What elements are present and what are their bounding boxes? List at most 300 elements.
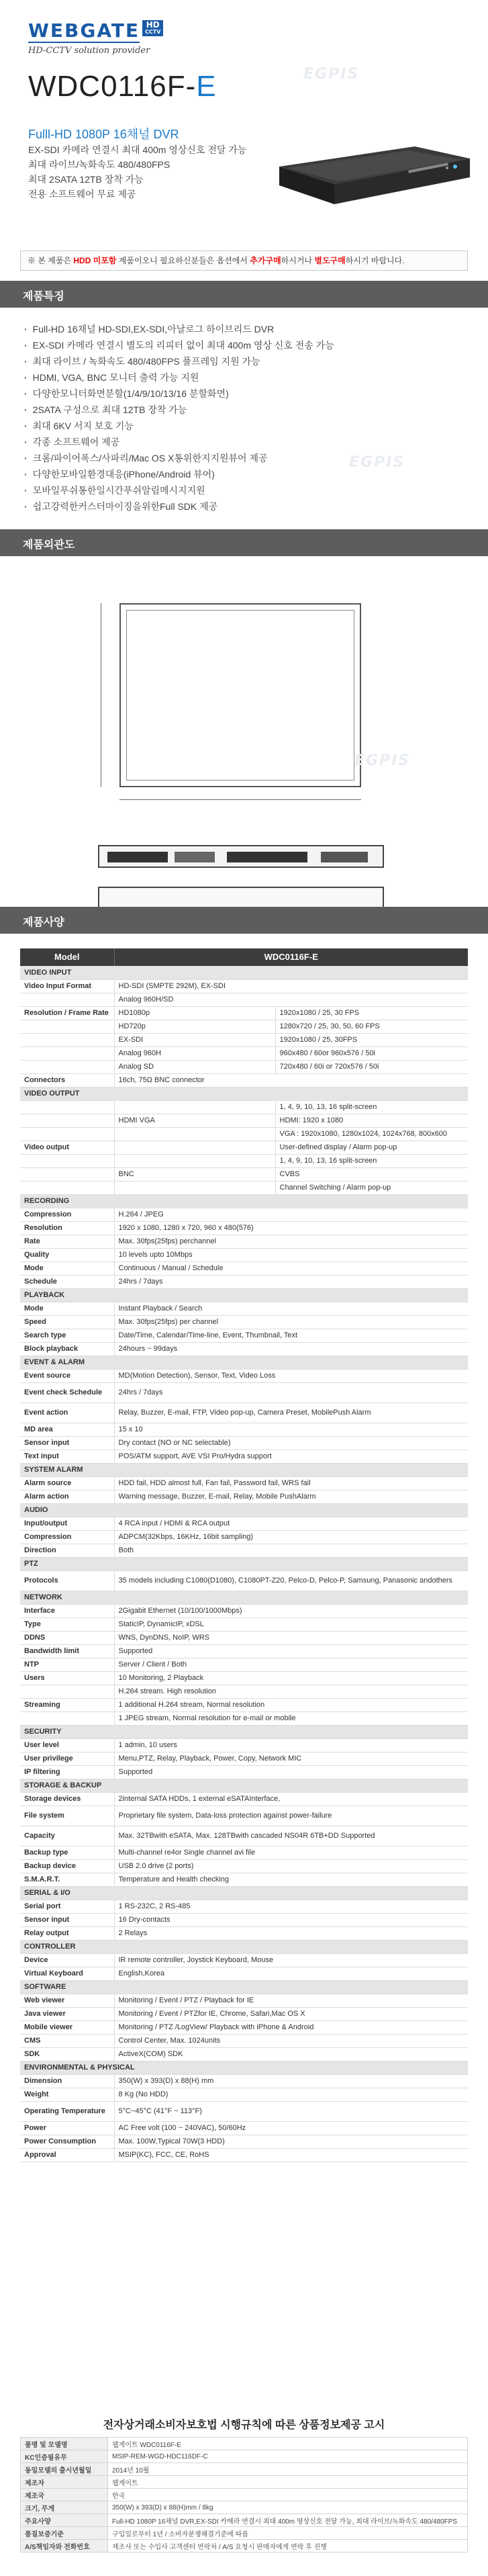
- spec-value: Monitoring / PTZ /LogView/ Playback with iPhone & Android: [114, 2020, 468, 2034]
- spec-row: [20, 1570, 468, 1591]
- spec-section-title: RECORDING: [20, 1194, 468, 1208]
- info-key: 제조자: [21, 2476, 108, 2489]
- spec-key: [20, 1712, 114, 1725]
- spec-key: [20, 1181, 114, 1194]
- spec-section-row: [20, 2061, 468, 2074]
- spec-row: [20, 1154, 468, 1167]
- info-key: 크기, 무게: [21, 2501, 108, 2514]
- dimensions-section-bar: [0, 529, 488, 556]
- spec-key: Weight: [20, 2088, 114, 2101]
- spec-section-title: ENVIRONMENTAL & PHYSICAL: [20, 2061, 468, 2074]
- spec-section-row: [20, 1503, 468, 1517]
- spec-key: Video Input Format: [20, 979, 114, 993]
- spec-key: User level: [20, 1738, 114, 1752]
- spec-key: Power: [20, 2121, 114, 2135]
- spec-section-row: [20, 1463, 468, 1476]
- spec-key: Storage devices: [20, 1792, 114, 1806]
- spec-key: User privilege: [20, 1752, 114, 1765]
- feature-item: · 다양한모바일환경대응(iPhone/Android 뷰어): [24, 466, 334, 482]
- spec-value: IR remote controller, Joystick Keyboard, Mouse: [114, 1953, 468, 1967]
- spec-key: Type: [20, 1617, 114, 1631]
- spec-value: 1, 4, 9, 10, 13, 16 split-screen: [275, 1154, 468, 1167]
- spec-row: [20, 1604, 468, 1617]
- spec-value: User-defined display / Alarm pop-up: [275, 1141, 468, 1154]
- spec-row: [20, 1060, 468, 1073]
- spec-subkey: [114, 1127, 275, 1141]
- spec-row: [20, 1671, 468, 1685]
- spec-key: Resolution: [20, 1221, 114, 1235]
- info-row: [21, 2463, 468, 2476]
- spec-row: [20, 1926, 468, 1940]
- hdd-notice: ※ 본 제품은 HDD 미포함 제품이오니 필요하신분들은 옵션에서 추가구매하시거나 별도구매하시기 바랍니다.: [20, 251, 468, 271]
- spec-value: Menu,PTZ, Relay, Playback, Power, Copy, Network MIC: [114, 1752, 468, 1765]
- spec-row: [20, 1047, 468, 1060]
- spec-value: 24hours ~ 99days: [114, 1342, 468, 1356]
- info-row: [21, 2489, 468, 2501]
- spec-row: [20, 1806, 468, 1826]
- spec-row: [20, 1752, 468, 1765]
- spec-key: Relay output: [20, 1926, 114, 1940]
- spec-value: MD(Motion Detection), Sensor, Text, Video Loss: [114, 1369, 468, 1382]
- spec-key: Compression: [20, 1530, 114, 1544]
- spec-table: [20, 948, 468, 2162]
- info-row: [21, 2527, 468, 2540]
- spec-row: [20, 1617, 468, 1631]
- hero-subtitle: Fulll-HD 1080P 16채널 DVR: [28, 128, 179, 141]
- spec-key: MD area: [20, 1423, 114, 1436]
- spec-section-title: AUDIO: [20, 1503, 468, 1517]
- info-value: 구입일로부터 1년 / 소비자분쟁해결기준에 따름: [108, 2527, 468, 2540]
- info-value: Full-HD 1080P 16채널 DVR,EX-SDI 카메라 연결시 최대 400m 영상신호 전달 가능, 최대 라이브/녹화속도 480/480FPS: [108, 2514, 468, 2527]
- spec-row: [20, 1900, 468, 1913]
- spec-key: Protocols: [20, 1570, 114, 1591]
- spec-key: Dimension: [20, 2074, 114, 2088]
- info-value: 한국: [108, 2489, 468, 2501]
- feature-list: [24, 321, 334, 515]
- spec-value: 1, 4, 9, 10, 13, 16 split-screen: [275, 1100, 468, 1114]
- info-value: 웹게이트 WDC0116F-E: [108, 2438, 468, 2450]
- info-row: [21, 2438, 468, 2450]
- spec-value: 2 Relays: [114, 1926, 468, 1940]
- spec-section-row: [20, 1940, 468, 1953]
- spec-row: [20, 2088, 468, 2101]
- feature-item: · 최대 라이브 / 녹화속도 480/480FPS 풀프레임 지원 가능: [24, 353, 334, 369]
- spec-value: Dry contact (NO or NC selectable): [114, 1436, 468, 1450]
- spec-row: [20, 1403, 468, 1423]
- spec-key: Interface: [20, 1604, 114, 1617]
- feature-item: · 모바일푸쉬통한일시간푸쉬알림메시지지원: [24, 482, 334, 498]
- spec-section-row: [20, 1087, 468, 1100]
- spec-key: Mobile viewer: [20, 2020, 114, 2034]
- spec-subkey: [114, 1181, 275, 1194]
- spec-header-row: [20, 948, 468, 966]
- spec-row: [20, 1544, 468, 1557]
- spec-value: 1 JPEG stream, Normal resolution for e-mail or mobile: [114, 1712, 468, 1725]
- hero-feature-list: [28, 142, 246, 202]
- spec-row: [20, 1423, 468, 1436]
- spec-row: [20, 1181, 468, 1194]
- spec-value: 1920x1080 / 25, 30 FPS: [275, 1006, 468, 1020]
- info-row: [21, 2514, 468, 2527]
- spec-key: Alarm action: [20, 1490, 114, 1503]
- feature-item: · 각종 소프트웨어 제공: [24, 434, 334, 450]
- watermark: EGPIS: [349, 454, 405, 471]
- spec-subkey: HDMI VGA: [114, 1114, 275, 1127]
- spec-row: [20, 1382, 468, 1403]
- spec-value: H.264 / JPEG: [114, 1208, 468, 1221]
- logo-tagline: HD-CCTV solution provider: [28, 46, 150, 56]
- spec-row: [20, 1913, 468, 1926]
- spec-value: 1 admin, 10 users: [114, 1738, 468, 1752]
- spec-row: [20, 1436, 468, 1450]
- spec-section-row: [20, 1288, 468, 1302]
- features-section-bar: [0, 281, 488, 308]
- spec-row: [20, 1342, 468, 1356]
- spec-key: Streaming: [20, 1698, 114, 1712]
- specs-section-bar: [0, 907, 488, 934]
- spec-section-row: [20, 966, 468, 979]
- spec-key: Web viewer: [20, 1994, 114, 2007]
- spec-row: [20, 1235, 468, 1248]
- spec-key: Sensor input: [20, 1913, 114, 1926]
- spec-row: [20, 1127, 468, 1141]
- spec-key: NTP: [20, 1658, 114, 1671]
- spec-value: MSIP(KC), FCC, CE, RoHS: [114, 2148, 468, 2162]
- spec-value: USB 2.0 drive (2 ports): [114, 1859, 468, 1873]
- spec-key: Power Consumption: [20, 2135, 114, 2148]
- spec-row: [20, 1846, 468, 1859]
- spec-row: [20, 1967, 468, 1980]
- feature-item: · Full-HD 16채널 HD-SDI,EX-SDI,아날로그 하이브리드 DVR: [24, 321, 334, 337]
- info-row: [21, 2540, 468, 2552]
- logo-wordmark: WEBGATE: [28, 20, 140, 43]
- spec-key: Device: [20, 1953, 114, 1967]
- hero-feature: EX-SDI 카메라 연결시 최대 400m 영상신호 전달 가능: [28, 144, 247, 155]
- spec-row: [20, 1490, 468, 1503]
- spec-key: Compression: [20, 1208, 114, 1221]
- spec-value: ADPCM(32Kbps, 16KHz, 16bit sampling): [114, 1530, 468, 1544]
- spec-value: Both: [114, 1544, 468, 1557]
- spec-value: StaticIP, DynamicIP, xDSL: [114, 1617, 468, 1631]
- spec-section-title: CONTROLLER: [20, 1940, 468, 1953]
- info-key: 품명 및 모델명: [21, 2438, 108, 2450]
- spec-key: Approval: [20, 2148, 114, 2162]
- spec-row: [20, 1792, 468, 1806]
- section-title: 제품외관도: [23, 539, 75, 551]
- spec-key: File system: [20, 1806, 114, 1826]
- spec-value: CVBS: [275, 1167, 468, 1181]
- spec-row: [20, 1450, 468, 1463]
- spec-section-title: SYSTEM ALARM: [20, 1463, 468, 1476]
- spec-value: Server / Client / Both: [114, 1658, 468, 1671]
- spec-key: CMS: [20, 2034, 114, 2047]
- info-value: 웹게이트: [108, 2476, 468, 2489]
- spec-row: [20, 2148, 468, 2162]
- spec-key: Mode: [20, 1302, 114, 1315]
- info-value: 제조사 또는 수입사 고객센터 연락처 / A/S 요청시 판매자에게 연락 후 진행: [108, 2540, 468, 2552]
- spec-value: Continuous / Manual / Schedule: [114, 1261, 468, 1275]
- spec-row: [20, 1644, 468, 1658]
- spec-row: [20, 1369, 468, 1382]
- spec-key: Quality: [20, 1248, 114, 1261]
- spec-header-value: WDC0116F-E: [114, 948, 468, 966]
- spec-row: [20, 1302, 468, 1315]
- spec-section-title: NETWORK: [20, 1591, 468, 1604]
- spec-key: [20, 1154, 114, 1167]
- spec-key: Connectors: [20, 1073, 114, 1087]
- spec-value: Supported: [114, 1765, 468, 1779]
- spec-key: Resolution / Frame Rate: [20, 1006, 114, 1020]
- spec-row: [20, 1248, 468, 1261]
- spec-value: Temperature and Health checking: [114, 1873, 468, 1886]
- spec-value: 10 levels upto 10Mbps: [114, 1248, 468, 1261]
- info-key: KC인증필유무: [21, 2450, 108, 2463]
- spec-value: Monitoring / Event / PTZfor IE, Chrome, Safari,Mac OS X: [114, 2007, 468, 2020]
- spec-header-model: Model: [20, 948, 114, 966]
- spec-key: DDNS: [20, 1631, 114, 1644]
- spec-value: Max. 30fps(25fps) perchannel: [114, 1235, 468, 1248]
- spec-row: [20, 1530, 468, 1544]
- spec-key: Speed: [20, 1315, 114, 1329]
- info-row: [21, 2501, 468, 2514]
- spec-key: Sensor input: [20, 1436, 114, 1450]
- spec-section-row: [20, 1356, 468, 1369]
- spec-section-row: [20, 1194, 468, 1208]
- product-hero: [0, 0, 488, 259]
- info-row: [21, 2476, 468, 2489]
- spec-section-title: SOFTWARE: [20, 1980, 468, 1994]
- spec-value: 2internal SATA HDDs, 1 external eSATAInterface,: [114, 1792, 468, 1806]
- spec-value: HDD fail, HDD almost full, Fan fail, Password fail, WRS fail: [114, 1476, 468, 1490]
- spec-key: [20, 1033, 114, 1047]
- spec-key: Schedule: [20, 1275, 114, 1288]
- product-info-table: [20, 2437, 468, 2552]
- info-key: 주요사양: [21, 2514, 108, 2527]
- spec-key: Virtual Keyboard: [20, 1967, 114, 1980]
- spec-value: Multi-channel re4or Single channel avi file: [114, 1846, 468, 1859]
- spec-key: IP filtering: [20, 1765, 114, 1779]
- spec-row: [20, 1738, 468, 1752]
- product-info-title: 전자상거래소비자보호법 시행규칙에 따른 상품정보제공 고시: [103, 2419, 385, 2431]
- spec-key: [20, 1060, 114, 1073]
- spec-value: 960x480 / 60or 960x576 / 50i: [275, 1047, 468, 1060]
- spec-value: Max. 32TBwith eSATA, Max. 128TBwith cascaded NS04R 6TB+DD Supported: [114, 1826, 468, 1846]
- hero-feature: 최대 라이브/녹화속도 480/480FPS: [28, 159, 170, 170]
- spec-row: [20, 2020, 468, 2034]
- spec-subkey: Analog 960H: [114, 1047, 275, 1060]
- spec-section-title: SECURITY: [20, 1725, 468, 1738]
- feature-item: · 다양한모니터화면분할(1/4/9/10/13/16 분할화면): [24, 386, 334, 402]
- model-title: WDC0116F-E: [28, 70, 217, 103]
- spec-section-title: VIDEO OUTPUT: [20, 1087, 468, 1100]
- spec-subkey: [114, 1100, 275, 1114]
- spec-subkey: EX-SDI: [114, 1033, 275, 1047]
- info-key: 품질보증기준: [21, 2527, 108, 2540]
- spec-key: [20, 993, 114, 1006]
- spec-key: SDK: [20, 2047, 114, 2061]
- spec-row: [20, 1859, 468, 1873]
- hero-feature: 전용 소프트웨어 무료 제공: [28, 189, 136, 199]
- spec-key: Alarm source: [20, 1476, 114, 1490]
- spec-row: [20, 1100, 468, 1114]
- spec-row: [20, 1685, 468, 1698]
- spec-section-row: [20, 1779, 468, 1792]
- dimension-drawing-top: [119, 603, 361, 787]
- spec-key: Search type: [20, 1329, 114, 1342]
- spec-row: [20, 993, 468, 1006]
- spec-value: 2Gigabit Ethernet (10/100/1000Mbps): [114, 1604, 468, 1617]
- spec-key: Users: [20, 1671, 114, 1685]
- spec-row: [20, 2135, 468, 2148]
- spec-value: Analog 960H/SD: [114, 993, 468, 1006]
- spec-key: [20, 1127, 114, 1141]
- spec-key: Video output: [20, 1141, 114, 1154]
- spec-section-row: [20, 1557, 468, 1570]
- spec-row: [20, 1994, 468, 2007]
- spec-key: Backup type: [20, 1846, 114, 1859]
- spec-value: Max. 100W,Typical 70W(3 HDD): [114, 2135, 468, 2148]
- spec-row: [20, 1261, 468, 1275]
- spec-row: [20, 1020, 468, 1033]
- info-value: 2014년 10월: [108, 2463, 468, 2476]
- spec-row: [20, 1476, 468, 1490]
- info-key: A/S책임자와 전화번호: [21, 2540, 108, 2552]
- spec-row: [20, 1114, 468, 1127]
- spec-value: ActiveX(COM) SDK: [114, 2047, 468, 2061]
- spec-key: Java viewer: [20, 2007, 114, 2020]
- spec-row: [20, 2121, 468, 2135]
- spec-row: [20, 1167, 468, 1181]
- spec-value: 350(W) x 393(D) x 88(H) mm: [114, 2074, 468, 2088]
- spec-row: [20, 1329, 468, 1342]
- spec-row: [20, 1698, 468, 1712]
- spec-value: Control Center, Max. 1024units: [114, 2034, 468, 2047]
- dvr-product-image: [274, 120, 475, 220]
- spec-key: Input/output: [20, 1517, 114, 1530]
- spec-value: Proprietary file system, Data-loss protection against power-failure: [114, 1806, 468, 1826]
- spec-value: 24hrs / 7days: [114, 1275, 468, 1288]
- spec-subkey: [114, 1141, 275, 1154]
- spec-row: [20, 1221, 468, 1235]
- dimension-drawing-rear: [98, 845, 384, 868]
- spec-value: Max. 30fps(25fps) per channel: [114, 1315, 468, 1329]
- spec-subkey: BNC: [114, 1167, 275, 1181]
- spec-value: 5°C~45°C (41°F ~ 113°F): [114, 2101, 468, 2121]
- spec-row: [20, 1517, 468, 1530]
- spec-value: VGA : 1920x1080, 1280x1024, 1024x768, 800x600: [275, 1127, 468, 1141]
- spec-value: 720x480 / 60i or 720x576 / 50i: [275, 1060, 468, 1073]
- spec-value: HD-SDI (SMPTE 292M), EX-SDI: [114, 979, 468, 993]
- spec-value: 10 Monitoring, 2 Playback: [114, 1671, 468, 1685]
- feature-item: · 최대 6KV 서지 보호 기능: [24, 418, 334, 434]
- spec-key: [20, 1047, 114, 1060]
- spec-row: [20, 1141, 468, 1154]
- spec-section-title: PTZ: [20, 1557, 468, 1570]
- info-key: 동일모델의 출시년월일: [21, 2463, 108, 2476]
- spec-section-title: VIDEO INPUT: [20, 966, 468, 979]
- spec-section-title: PLAYBACK: [20, 1288, 468, 1302]
- spec-section-title: STORAGE & BACKUP: [20, 1779, 468, 1792]
- spec-key: [20, 1685, 114, 1698]
- spec-section-title: SERIAL & I/O: [20, 1886, 468, 1900]
- spec-row: [20, 1275, 468, 1288]
- feature-item: · 쉽고강력한커스터마이징을위한Full SDK 제공: [24, 498, 334, 515]
- spec-value: 1920x1080 / 25, 30FPS: [275, 1033, 468, 1047]
- spec-row: [20, 1208, 468, 1221]
- spec-row: [20, 2034, 468, 2047]
- spec-value: 1 additional H.264 stream, Normal resolution: [114, 1698, 468, 1712]
- spec-value: WNS, DynDNS, NoIP, WRS: [114, 1631, 468, 1644]
- spec-key: Backup device: [20, 1859, 114, 1873]
- feature-item: · 2SATA 구성으로 최대 12TB 장착 가능: [24, 402, 334, 418]
- spec-value: Supported: [114, 1644, 468, 1658]
- spec-key: Mode: [20, 1261, 114, 1275]
- spec-key: Operating Temperature: [20, 2101, 114, 2121]
- spec-value: Relay, Buzzer, E-mail, FTP, Video pop-up, Camera Preset, MobilePush Alarm: [114, 1403, 468, 1423]
- info-value: MSIP-REM-WGD-HDC116DF-C: [108, 2450, 468, 2463]
- spec-row: [20, 1826, 468, 1846]
- spec-value: 1280x720 / 25, 30, 50, 60 FPS: [275, 1020, 468, 1033]
- feature-item: · HDMI, VGA, BNC 모니터 출력 가능 지원: [24, 369, 334, 386]
- spec-row: [20, 1953, 468, 1967]
- spec-row: [20, 1006, 468, 1020]
- spec-section-row: [20, 1980, 468, 1994]
- spec-row: [20, 979, 468, 993]
- spec-section-row: [20, 1886, 468, 1900]
- spec-key: [20, 1020, 114, 1033]
- spec-key: Event check Schedule: [20, 1382, 114, 1403]
- spec-value: 8 Kg (No HDD): [114, 2088, 468, 2101]
- info-value: 350(W) x 393(D) x 88(H)mm / 8kg: [108, 2501, 468, 2514]
- spec-value: HDMI: 1920 x 1080: [275, 1114, 468, 1127]
- spec-key: Capacity: [20, 1826, 114, 1846]
- spec-key: Serial port: [20, 1900, 114, 1913]
- spec-key: Direction: [20, 1544, 114, 1557]
- spec-value: Monitoring / Event / PTZ / Playback for IE: [114, 1994, 468, 2007]
- spec-key: Rate: [20, 1235, 114, 1248]
- spec-key: [20, 1167, 114, 1181]
- spec-key: Block playback: [20, 1342, 114, 1356]
- spec-key: [20, 1114, 114, 1127]
- spec-row: [20, 1658, 468, 1671]
- info-row: [21, 2450, 468, 2463]
- spec-row: [20, 2101, 468, 2121]
- spec-row: [20, 1073, 468, 1087]
- spec-value: Channel Switching / Alarm pop-up: [275, 1181, 468, 1194]
- spec-row: [20, 2074, 468, 2088]
- spec-row: [20, 1765, 468, 1779]
- feature-item: · 크롬/파이어폭스/사파리/Mac OS X통위한지지원뷰어 제공: [24, 450, 334, 466]
- hd-cctv-badge: HD CCTV: [142, 20, 163, 36]
- spec-value: 16ch, 75Ω BNC connector: [114, 1073, 468, 1087]
- spec-value: 35 models including C1080(D1080), C1080PT-Z20, Pelco-D, Pelco-P, Samsung, Panasonic andothers: [114, 1570, 468, 1591]
- info-key: 제조국: [21, 2489, 108, 2501]
- spec-value: H.264 stream. High resolution: [114, 1685, 468, 1698]
- feature-item: · EX-SDI 카메라 연결시 별도의 리피터 없이 최대 400m 영상 신호 전송 가능: [24, 337, 334, 353]
- spec-row: [20, 1712, 468, 1725]
- hero-feature: 최대 2SATA 12TB 장착 가능: [28, 174, 144, 185]
- spec-subkey: HD1080p: [114, 1006, 275, 1020]
- brand-logo: [28, 20, 163, 56]
- watermark: EGPIS: [354, 752, 411, 769]
- spec-row: [20, 1631, 468, 1644]
- spec-row: [20, 2007, 468, 2020]
- spec-key: Event action: [20, 1403, 114, 1423]
- spec-value: 16 Dry-contacts: [114, 1913, 468, 1926]
- spec-key: S.M.A.R.T.: [20, 1873, 114, 1886]
- spec-subkey: [114, 1154, 275, 1167]
- spec-value: 15 x 10: [114, 1423, 468, 1436]
